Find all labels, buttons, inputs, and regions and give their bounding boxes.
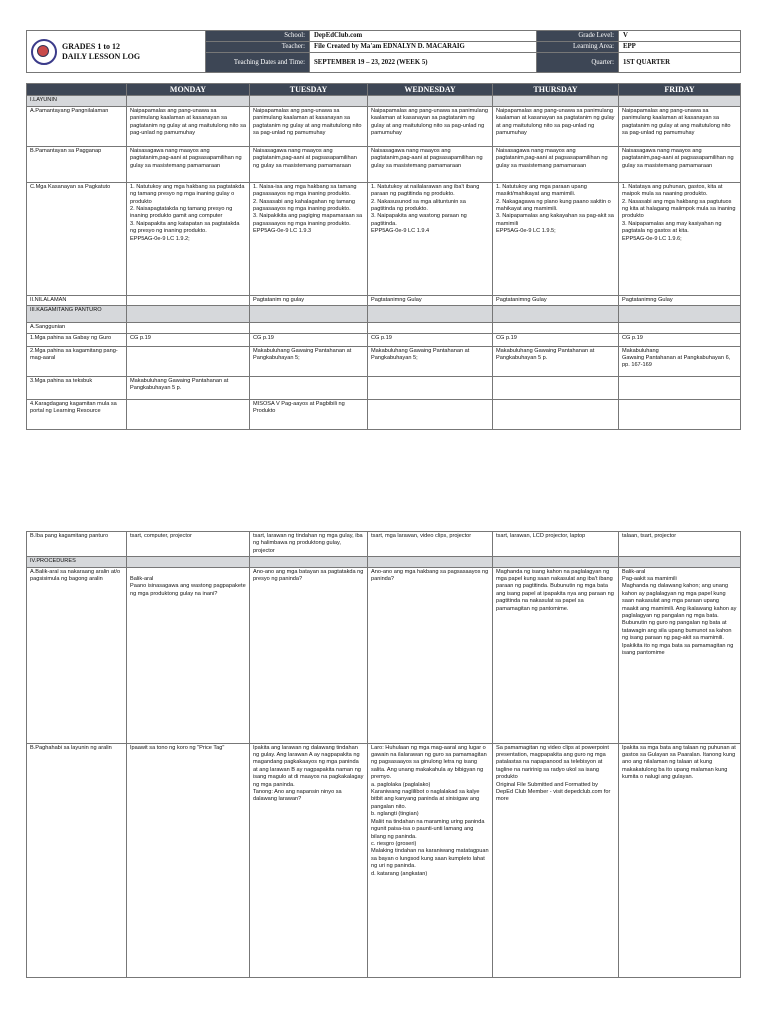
day-header-blank xyxy=(27,84,127,96)
cell-thursday xyxy=(493,96,619,106)
cell-wednesday: 1. Natutukoy at nailalarawan ang iba't ibang paraan ng pagtitinda ng produkto. 2. Nakasusunod sa mga alituntunin sa pagtitinda ng produkto. 3. Naipapakita ang wastong paraan ng pagtitinda. EPP5AG-0e-9 LC 1.9.4 xyxy=(368,182,493,295)
cell-tuesday xyxy=(250,306,368,323)
teacher-label: Teacher: xyxy=(206,42,310,53)
area-value: EPP xyxy=(619,42,741,53)
cell-monday: Ipaawit sa tono ng koro ng "Price Tag" xyxy=(127,743,250,977)
table-row xyxy=(27,146,741,182)
cell-wednesday xyxy=(368,557,493,567)
quarter-value: 1ST QUARTER xyxy=(619,53,741,73)
cell-thursday: 1. Natutukoy ang mga paraan upang masikt/mahikayat ang mamimili. 2. Nakagagawa ng plano kung paano sakitin o mahikayat ang mamimili. 3. Naipapamalas ang kakayahan sa pag-akit sa mamimili EPP5AG-0e-9 LC 1.9.5; xyxy=(493,182,619,295)
cell-thursday: Sa pamamagitan ng video clips at powerpoint presentation, magpapakita ang guro ng mga patalastas na napapanood sa telebisyon at tagline na naririnig sa radyo ukol sa isang produkto Original File Submitted and Formatted by DepEd Club Member - visit depedclub.com for more xyxy=(493,743,619,977)
cell-friday xyxy=(619,399,741,429)
cell-thursday: Makabuluhang Gawaing Pantahanan at Pangkabuhayan 5 p. xyxy=(493,346,619,376)
cell-thursday: Naipapamalas ang pang-unawa sa panimulang kaalaman at kasanayan sa pagtatanim ng gulay at ang maitutulong nito sa pag-unlad ng pamumuhay xyxy=(493,106,619,146)
table-row xyxy=(27,323,741,333)
row-label: IV.PROCEDURES xyxy=(27,557,127,567)
cell-monday xyxy=(127,399,250,429)
cell-tuesday xyxy=(250,557,368,567)
table-row xyxy=(27,532,741,557)
cell-thursday xyxy=(493,557,619,567)
table-row xyxy=(27,295,741,305)
table-row xyxy=(27,399,741,429)
cell-thursday: Maghanda ng isang kahon na paglalagyan ng mga papel kung saan nakasulat ang iba't ibang paraan ng pagtitinda. Bubunutin ng mga bata ang isang papel at ipapakita nya ang paraan ng pagtitinda na nakasulat sa papel sa pamamagitan ng pantomime. xyxy=(493,567,619,743)
cell-tuesday: Makabuluhang Gawaing Pantahanan at Pangkabuhayan 5; xyxy=(250,346,368,376)
grade-label: Grade Level: xyxy=(537,31,619,42)
cell-tuesday xyxy=(250,376,368,399)
cell-friday xyxy=(619,96,741,106)
cell-friday: 1. Natataya ang puhunan, gastos, kita at maipok mula sa naaning produkto. 2. Nasasabi ang mga hakbang sa pagtutuos ng kita at halagang maiimpok mula sa inaning produkto 3. Naipapamalas ang may kasiyahan ng pagtatala ng gastos at kita. EPP5AG-0e-9 LC 1.9.6; xyxy=(619,182,741,295)
cell-tuesday: Ano-ano ang mga batayan sa pagtatakda ng presyo ng paninda? xyxy=(250,567,368,743)
cell-thursday xyxy=(493,399,619,429)
cell-wednesday: Pagtatanimng Gulay xyxy=(368,295,493,305)
row-label: 3.Mga pahina sa teksbuk xyxy=(27,376,127,399)
row-label: 2.Mga pahina sa kagamitang pang-mag-aaral xyxy=(27,346,127,376)
table-row xyxy=(27,333,741,346)
row-label: A.Pamantayang Pangnilalaman xyxy=(27,106,127,146)
row-label: 4.Karagdagang kagamitan mula sa portal ng Learning Resource xyxy=(27,399,127,429)
table-row xyxy=(27,106,741,146)
day-header-row xyxy=(27,84,741,96)
cell-monday xyxy=(127,295,250,305)
row-label: C.Mga Kasanayan sa Pagkatuto xyxy=(27,182,127,295)
cell-tuesday: CG p.19 xyxy=(250,333,368,346)
row-label: III.KAGAMITANG PANTURO xyxy=(27,306,127,323)
cell-monday: Naisasagawa nang maayos ang pagtatanim,pag-aani at pagsasapamilihan ng gulay sa masistemang pamamaraan xyxy=(127,146,250,182)
header-table xyxy=(26,30,741,73)
row-label: I.LAYUNIN xyxy=(27,96,127,106)
title-line2: DAILY LESSON LOG xyxy=(62,51,141,61)
cell-tuesday: Naipapamalas ang pang-unawa sa panimulang kaalaman at kasanayan sa pagtatanim ng gulay at ang maitutulong nito sa pag-unlad ng pamumuhay xyxy=(250,106,368,146)
grade-value: V xyxy=(619,31,741,42)
cell-friday: talaan, tsart, projector xyxy=(619,532,741,557)
cell-friday: Pagtatanimng Gulay xyxy=(619,295,741,305)
school-value: DepEdClub.com xyxy=(310,31,537,42)
table-row xyxy=(27,306,741,323)
cell-friday xyxy=(619,376,741,399)
cell-wednesday: Ano-ano ang mga hakbang sa pagsasaayos ng paninda? xyxy=(368,567,493,743)
cell-tuesday: 1. Naisa-isa ang mga hakbang sa tamang pagsasaayos ng mga inaning produkto. 2. Nasasabi ang kahalagahan ng tamang pagsasaayos ng mga inaning produkto. 3. Naipakikita ang pagiging mapamaraan sa pagsasaayos ng mga inaning produkto. EPP5AG-0e-9 LC 1.9.3 xyxy=(250,182,368,295)
cell-thursday: Naisasagawa nang maayos ang pagtatanim,pag-aani at pagsasapamilihan ng gulay sa masistemang pamamaraan xyxy=(493,146,619,182)
cell-monday xyxy=(127,323,250,333)
row-label: 1.Mga pahina sa Gabay ng Guro xyxy=(27,333,127,346)
cell-monday xyxy=(127,96,250,106)
cell-tuesday: tsart, larawan ng tindahan ng mga gulay, iba ng halimbawa ng produktong gulay, projector xyxy=(250,532,368,557)
table-row xyxy=(27,557,741,567)
row-label: A.Balik-aral sa nakaraang aralin at/o pagsisimula ng bagong aralin xyxy=(27,567,127,743)
cell-wednesday xyxy=(368,323,493,333)
cell-monday: Balik-aral Paano isinasagawa ang wastong pagpapakete ng mga produktong gulay na inani? xyxy=(127,567,250,743)
cell-monday: tsart, computer, projector xyxy=(127,532,250,557)
cell-wednesday: tsart, mga larawan, video clips, projector xyxy=(368,532,493,557)
cell-friday: Naisasagawa nang maayos ang pagtatanim,pag-aani at pagsasapamilihan ng gulay sa masistemang pamamaraan xyxy=(619,146,741,182)
cell-friday xyxy=(619,557,741,567)
day-header-friday: FRIDAY xyxy=(619,84,741,96)
row-label: A.Sanggunian xyxy=(27,323,127,333)
lesson-log-table-part1 xyxy=(26,83,741,430)
cell-friday xyxy=(619,323,741,333)
cell-thursday: Pagtatanimng Gulay xyxy=(493,295,619,305)
cell-wednesday: Naisasagawa nang maayos ang pagtatanim,pag-aani at pagsasapamilihan ng gulay sa masistemang pamamaraan xyxy=(368,146,493,182)
cell-wednesday xyxy=(368,376,493,399)
teacher-value: File Created by Ma'am EDNALYN D. MACARAIG xyxy=(310,42,537,53)
day-header-thursday: THURSDAY xyxy=(493,84,619,96)
cell-wednesday: CG p.19 xyxy=(368,333,493,346)
cell-thursday xyxy=(493,376,619,399)
deped-seal-icon xyxy=(31,39,57,65)
table-row xyxy=(27,567,741,743)
cell-thursday: CG p.19 xyxy=(493,333,619,346)
cell-tuesday: MISOSA V Pag-aayos at Pagbibili ng Produkto xyxy=(250,399,368,429)
cell-thursday xyxy=(493,306,619,323)
cell-monday xyxy=(127,557,250,567)
cell-monday xyxy=(127,306,250,323)
cell-monday xyxy=(127,346,250,376)
cell-tuesday: Pagtatanim ng gulay xyxy=(250,295,368,305)
cell-friday: Balik-aral Pag-aakit sa mamimili Maghanda ng dalawang kahon; ang unang kahon ay paglalagyan ng mga papel kung saan nakasulat ang mga paraan upang maakit ang mamimili. Ang ikalawang kahon ay paglalagyan ng pangalan ng mga bata. Bubunutin ng guro ng pangalan ng bata at tatawagin ang sila upang bumunot sa kahon ng isang paraan ng pag-akit sa mamimili. Ipakikita ito ng mga bata sa pamamagitan ng isang pantomime xyxy=(619,567,741,743)
cell-wednesday xyxy=(368,306,493,323)
cell-thursday xyxy=(493,323,619,333)
cell-tuesday: Naisasagawa nang maayos ang pagtatanim,pag-aani at pagsasapamilihan ng gulay sa masistemang pamamaraan xyxy=(250,146,368,182)
table-row xyxy=(27,346,741,376)
cell-friday: Ipakita sa mga bata ang talaan ng puhunan at gastos sa Gulayan sa Paaralan. Itanong kung ano ang nilalaman ng talaan at kung makakatulong ba ito upang malaman kung kumita o nalugi ang gulayan. xyxy=(619,743,741,977)
quarter-label: Quarter: xyxy=(537,53,619,73)
lesson-log-table-part2 xyxy=(26,531,741,978)
table-row xyxy=(27,182,741,295)
dates-label: Teaching Dates and Time: xyxy=(206,53,310,73)
cell-friday xyxy=(619,306,741,323)
cell-tuesday xyxy=(250,323,368,333)
cell-wednesday: Naipapamalas ang pang-unawa sa panimulang kaalaman at kasanayan sa pagtatanim ng gulay at ang maitutulong nito sa pag-unlad ng pamumuhay xyxy=(368,106,493,146)
table-row xyxy=(27,743,741,977)
cell-wednesday: Makabuluhang Gawaing Pantahanan at Pangkabuhayan 5; xyxy=(368,346,493,376)
cell-friday: Makabuluhang Gawaing Pantahanan at Pangkabuhayan 6, pp. 167-169 xyxy=(619,346,741,376)
row-label: B.Pamantayan sa Pagganap xyxy=(27,146,127,182)
cell-tuesday: Ipakita ang larawan ng dalawang tindahan ng gulay. Ang larawan A ay nagpapakita ng magandang pagkakaayos ng mga paninda at ang larawan B ay nagpapakita naman ng isang magulo at di maayos na pagkakalagay ng mga paninda. Tanong: Ano ang napansin ninyo sa dalawang larawan? xyxy=(250,743,368,977)
logo-title-cell xyxy=(27,31,206,73)
area-label: Learning Area: xyxy=(537,42,619,53)
cell-tuesday xyxy=(250,96,368,106)
day-header-wednesday: WEDNESDAY xyxy=(368,84,493,96)
title-line1: GRADES 1 to 12 xyxy=(62,41,121,51)
cell-monday: 1. Natutukoy ang mga hakbang sa pagtatakda ng tamang presyo ng mga inaning gulay o produkto 2. Naisapagtatakda ng tamang presyo ng inaning produkto gamit ang computer 3. Naipapakita ang katapatan sa pagtatakda ng presyo ng inaning produkto. EPP5AG-0e-9 LC 1.9.2; xyxy=(127,182,250,295)
day-header-tuesday: TUESDAY xyxy=(250,84,368,96)
cell-friday: Naipapamalas ang pang-unawa sa panimulang kaalaman at kasanayan sa pagtatanim ng gulay at ang maitutulong nito sa pag-unlad ng pamumuhay xyxy=(619,106,741,146)
row-label: II.NILALAMAN xyxy=(27,295,127,305)
row-label: B.Paghahabi sa layunin ng aralin xyxy=(27,743,127,977)
row-label: B.Iba pang kagamitang panturo xyxy=(27,532,127,557)
cell-monday: CG p.19 xyxy=(127,333,250,346)
school-label: School: xyxy=(206,31,310,42)
cell-wednesday: Laro: Huhulaan ng mga mag-aaral ang lugar o gawain na ilalarawan ng guro sa pamamagitan ng pagsasaayos sa ginulong letra ng isang salita. Ang unang makakahula ay bibigyan ng premyo. a. paglolaka (paglalako) Karaniwang naglilibot o naglalakad sa kalye bitbit ang kanyang paninda at sinisigaw ang pangalan nito. b. nglangti (tingian) Maliit na tindahan na maraming uring paninda ngunit paisa-isa o paunti-unti lamang ang bilang ng paninda. c. riesgro (groseri) Malaking tindahan na karaniwang matatagpuan sa bayan o lungsod kung saan kumpleto lahat ng uri ng paninda. d. katarang (angkatan) xyxy=(368,743,493,977)
table-row xyxy=(27,376,741,399)
cell-wednesday xyxy=(368,399,493,429)
table-row xyxy=(27,96,741,106)
dates-value: SEPTEMBER 19 – 23, 2022 (WEEK 5) xyxy=(310,53,537,73)
cell-friday: CG p.19 xyxy=(619,333,741,346)
cell-wednesday xyxy=(368,96,493,106)
cell-thursday: tsart, larawan, LCD projector, laptop xyxy=(493,532,619,557)
day-header-monday: MONDAY xyxy=(127,84,250,96)
cell-monday: Naipapamalas ang pang-unawa sa panimulang kaalaman at kasanayan sa pagtatanim ng gulay at ang maitutulong nito sa pag-unlad ng pamumuhay xyxy=(127,106,250,146)
cell-monday: Makabuluhang Gawaing Pantahanan at Pangkabuhayan 5 p. xyxy=(127,376,250,399)
